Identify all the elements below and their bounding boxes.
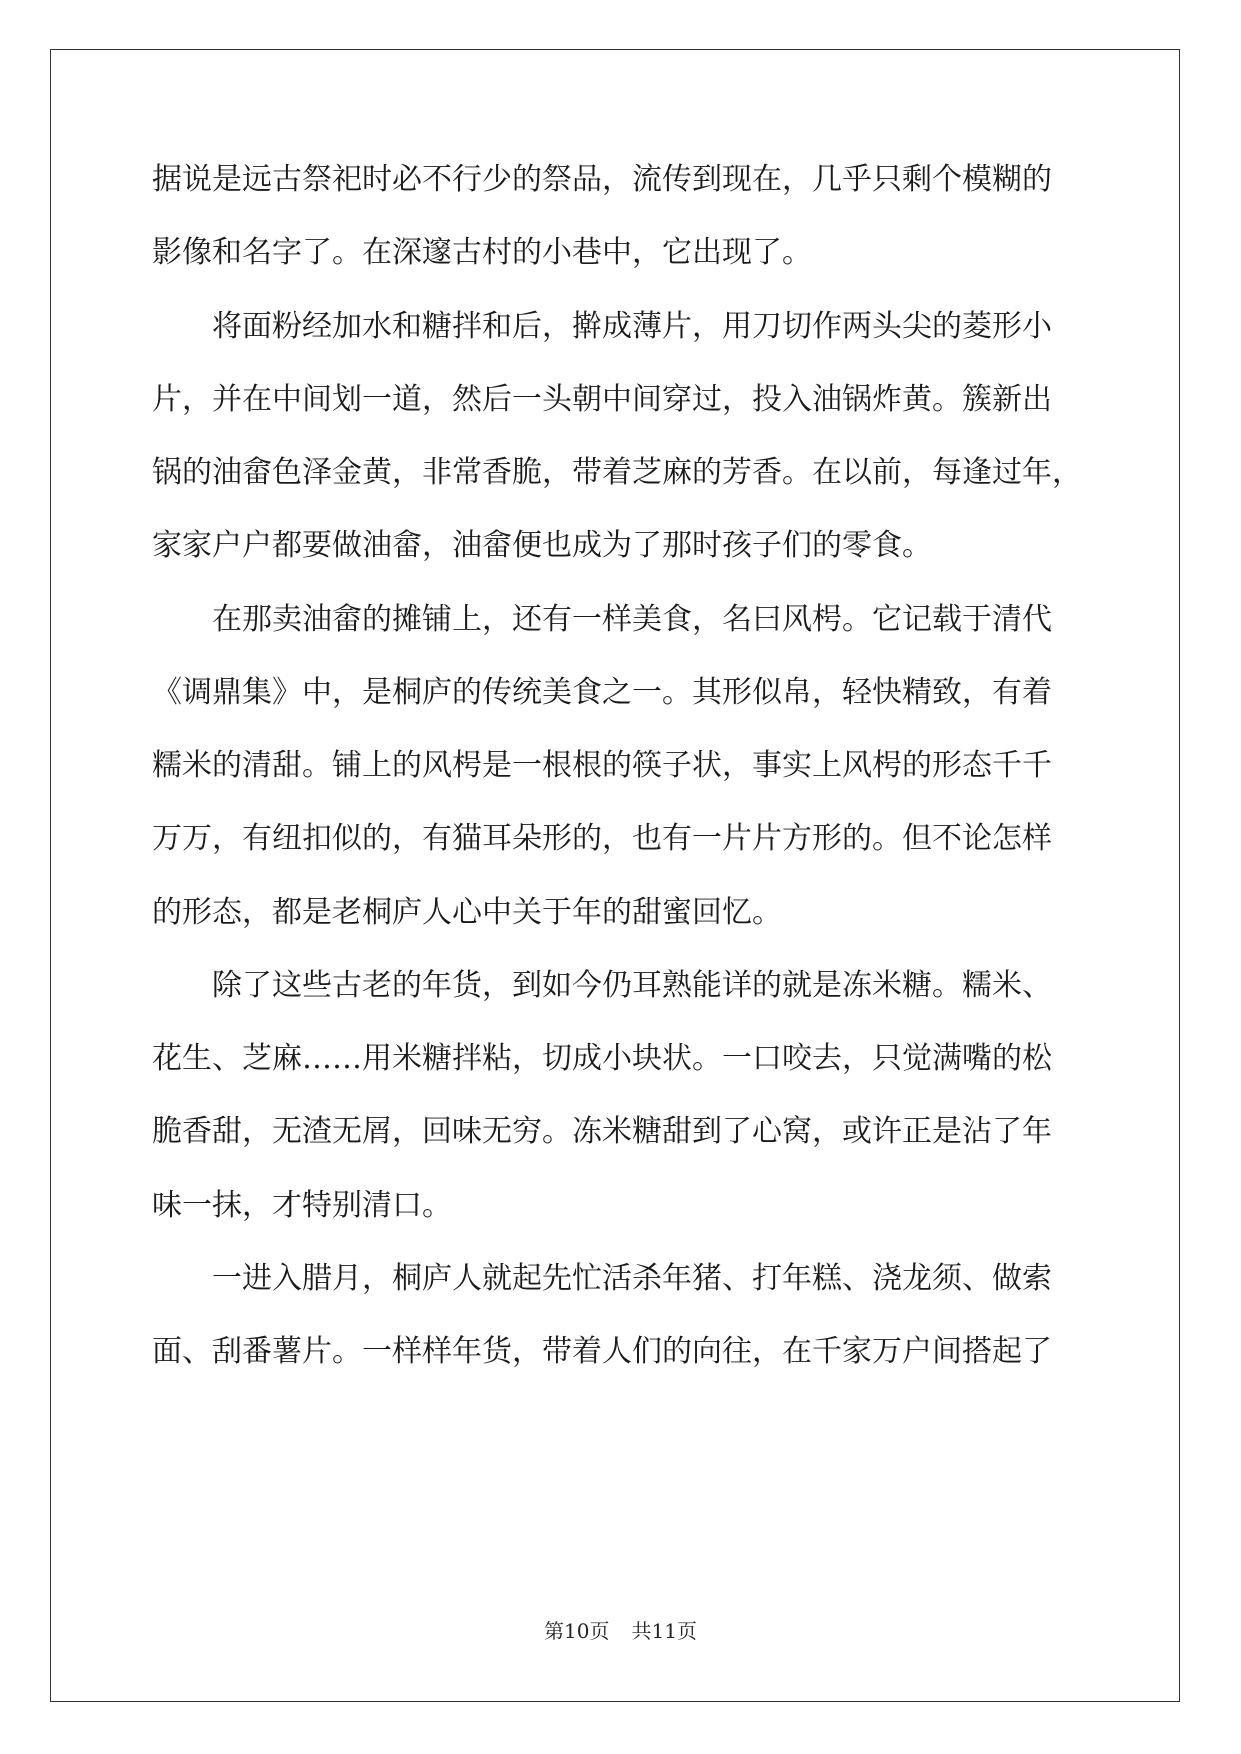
page-border	[50, 49, 1180, 1702]
text-line: 味一抹，才特别清口。	[152, 1188, 452, 1223]
text-line: 片，并在中间划一道，然后一头朝中间穿过，投入油锅炸黄。簇新出	[152, 382, 1052, 417]
text-line: 糯米的清甜。铺上的风枵是一根根的筷子状，事实上风枵的形态千千	[152, 748, 1052, 783]
text-line: 据说是远古祭祀时必不行少的祭品，流传到现在，几乎只剩个模糊的	[152, 162, 1052, 197]
text-line: 《调鼎集》中，是桐庐的传统美食之一。其形似帛，轻快精致，有着	[152, 675, 1052, 710]
text-line: 万万，有纽扣似的，有猫耳朵形的，也有一片片方形的。但不论怎样	[152, 821, 1052, 856]
page-number: 第10页	[544, 1619, 610, 1643]
text-line: 的形态，都是老桐庐人心中关于年的甜蜜回忆。	[152, 895, 782, 930]
text-line: 脆香甜，无渣无屑，回味无穷。冻米糖甜到了心窝，或许正是沾了年	[152, 1114, 1052, 1149]
text-line: 家家户户都要做油畲，油畲便也成为了那时孩子们的零食。	[152, 528, 932, 563]
text-line: 除了这些古老的年货，到如今仍耳熟能详的就是冻米糖。糯米、	[152, 968, 1052, 1003]
text-line: 一进入腊月，桐庐人就起先忙活杀年猪、打年糕、浇龙须、做索	[152, 1261, 1052, 1296]
total-pages: 共11页	[631, 1619, 697, 1643]
text-line: 将面粉经加水和糖拌和后，擀成薄片，用刀切作两头尖的菱形小	[152, 309, 1052, 344]
text-line: 花生、芝麻……用米糖拌粘，切成小块状。一口咬去，只觉满嘴的松	[152, 1041, 1052, 1076]
text-line: 面、刮番薯片。一样样年货，带着人们的向往，在千家万户间搭起了	[152, 1334, 1052, 1369]
text-line: 锅的油畲色泽金黄，非常香脆，带着芝麻的芳香。在以前，每逢过年，	[152, 455, 1082, 490]
text-line: 在那卖油畲的摊铺上，还有一样美食，名曰风枵。它记载于清代	[152, 602, 1052, 637]
page-footer	[0, 1618, 1241, 1644]
text-line: 影像和名字了。在深邃古村的小巷中，它出现了。	[152, 235, 812, 270]
